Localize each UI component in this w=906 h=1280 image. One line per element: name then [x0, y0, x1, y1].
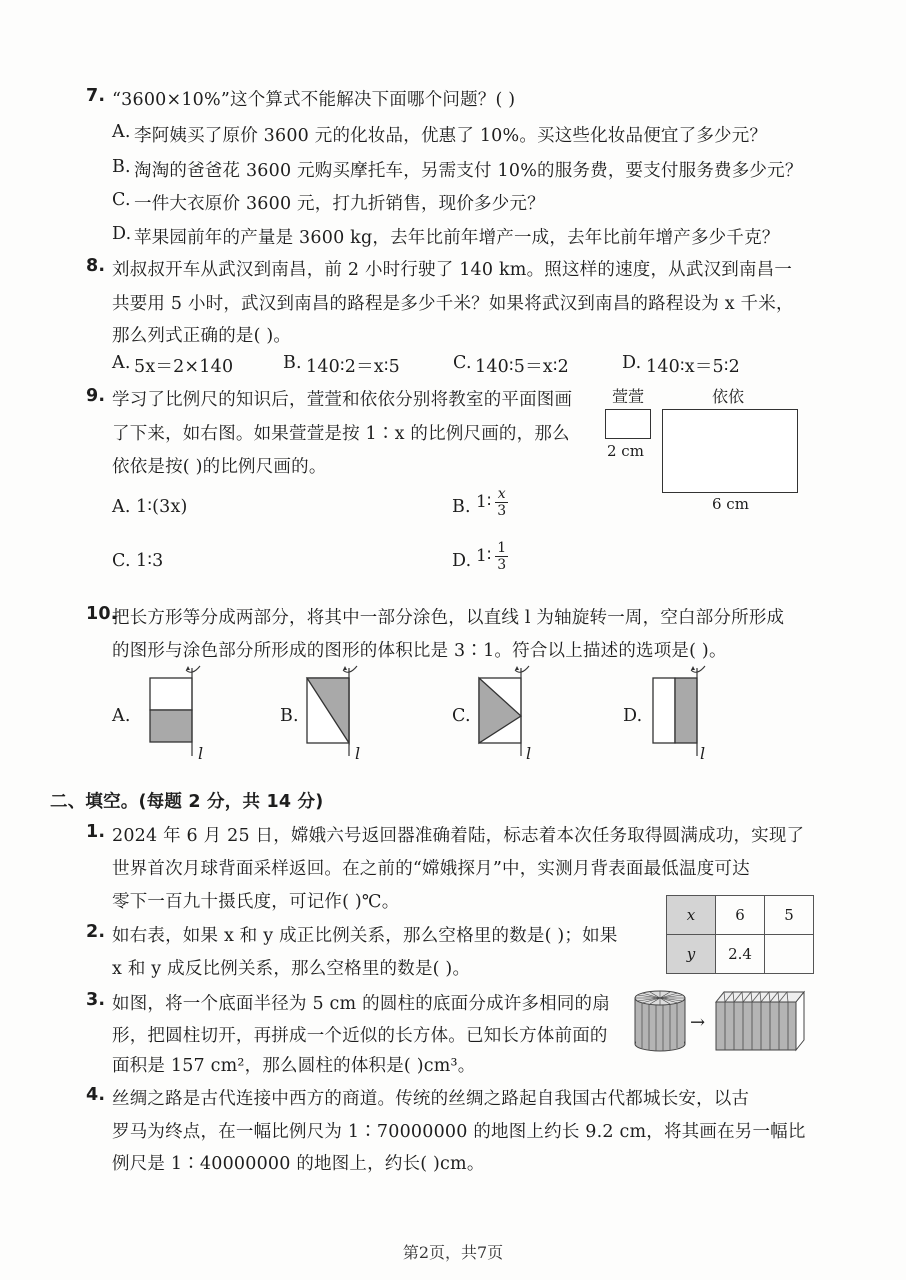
option-text: 1∶3 — [136, 551, 164, 571]
axis-label-l: l — [198, 744, 204, 763]
question-line: 把长方形等分成两部分，将其中一部分涂色，以直线 l 为轴旋转一周，空白部分所形成 — [112, 608, 785, 628]
table-cell: 2.4 — [716, 935, 765, 974]
option-label: D. — [112, 224, 132, 244]
question-line: 共要用 5 小时，武汉到南昌的路程是多少千米？如果将武汉到南昌的路程设为 x 千米， — [112, 294, 794, 314]
option-label: D. — [623, 706, 643, 726]
fraction-denominator: 3 — [497, 503, 507, 519]
rotation-figure-d — [646, 660, 716, 770]
option-text: 1∶(3x) — [136, 497, 188, 517]
question-number: 9. — [86, 386, 106, 406]
option-label: B. — [452, 497, 471, 517]
large-rectangle-width: 6 cm — [712, 495, 749, 513]
option-label: B. — [283, 353, 302, 373]
table-row — [667, 896, 814, 935]
question-number: 2. — [86, 922, 106, 942]
rotation-figure-c — [472, 660, 542, 770]
large-rectangle — [662, 409, 798, 493]
question-number: 7. — [86, 86, 106, 106]
option-label: C. — [452, 706, 471, 726]
question-line: 零下一百九十摄氏度，可记作( )℃。 — [112, 892, 400, 912]
table-cell: 6 — [716, 896, 765, 935]
question-line: x 和 y 成反比例关系，那么空格里的数是( )。 — [112, 959, 471, 979]
table-row — [667, 935, 814, 974]
question-line: 那么列式正确的是( )。 — [112, 326, 292, 346]
question-line: 了下来，如右图。如果萱萱是按 1∶x 的比例尺画的，那么 — [112, 424, 570, 444]
question-line: 依依是按( )的比例尺画的。 — [112, 457, 327, 477]
small-rectangle — [605, 409, 651, 439]
question-line: 学习了比例尺的知识后，萱萱和依依分别将教室的平面图画 — [112, 390, 573, 410]
option-label: A. — [112, 353, 131, 373]
axis-label-l: l — [700, 744, 706, 763]
approximate-cuboid-icon — [714, 988, 806, 1054]
table-header-cell: x — [667, 896, 716, 935]
axis-label-l: l — [526, 744, 532, 763]
option-text: 苹果园前年的产量是 3600 kg，去年比前年增产一成，去年比前年增产多少千克？ — [134, 228, 780, 248]
proportion-table — [666, 895, 814, 974]
small-rectangle-width: 2 cm — [607, 442, 644, 460]
question-line: 丝绸之路是古代连接中西方的商道。传统的丝绸之路起自我国古代都城长安，以古 — [112, 1089, 750, 1109]
figure-label-xuanxuan: 萱萱 — [612, 387, 645, 406]
question-number: 4. — [86, 1085, 106, 1105]
option-label: A. — [112, 706, 131, 726]
question-number: 3. — [86, 990, 106, 1010]
option-text: 140∶2＝x∶5 — [306, 357, 400, 377]
option-label: D. — [452, 551, 472, 571]
table-cell — [765, 935, 814, 974]
fraction-numerator: x — [495, 486, 508, 503]
arrow-right-icon: → — [690, 1012, 706, 1033]
option-label: C. — [453, 353, 472, 373]
question-line: 的图形与涂色部分所形成的图形的体积比是 3∶1。符合以上描述的选项是( )。 — [112, 641, 727, 661]
question-line: 2024 年 6 月 25 日，嫦娥六号返回器准确着陆，标志着本次任务取得圆满成功，实现了 — [112, 826, 805, 846]
option-label: D. — [622, 353, 642, 373]
fraction-numerator: 1 — [497, 540, 507, 556]
option-text: 5x＝2×140 — [134, 357, 234, 377]
axis-label-l: l — [355, 744, 361, 763]
cylinder-sectors-icon — [632, 988, 692, 1054]
option-label: A. — [112, 122, 131, 142]
table-header-cell: y — [667, 935, 716, 974]
question-line: 世界首次月球背面采样返回。在之前的“嫦娥探月”中，实测月背表面最低温度可达 — [112, 859, 750, 879]
option-text: 淘淘的爸爸花 3600 元购买摩托车，另需支付 10%的服务费，要支付服务费多少元？ — [134, 161, 803, 181]
section-title: 二、填空。(每题 2 分，共 14 分) — [50, 792, 324, 812]
table-cell: 5 — [765, 896, 814, 935]
option-label: A. — [112, 497, 131, 517]
option-text: 一件大衣原价 3600 元，打九折销售，现价多少元？ — [134, 194, 545, 214]
question-line: 如右表，如果 x 和 y 成正比例关系，那么空格里的数是( )；如果 — [112, 926, 618, 946]
option-label: B. — [280, 706, 299, 726]
question-number: 10. — [86, 604, 118, 624]
question-number: 8. — [86, 256, 106, 276]
option-text: 李阿姨买了原价 3600 元的化妆品，优惠了 10%。买这些化妆品便宜了多少元？ — [134, 126, 768, 146]
question-number: 1. — [86, 822, 106, 842]
option-label: C. — [112, 551, 131, 571]
option-text: 1∶ $\frac{1}{3}$ — [476, 540, 507, 573]
page-footer: 第2页，共7页 — [402, 1243, 504, 1262]
question-line: 形，把圆柱切开，再拼成一个近似的长方体。已知长方体前面的 — [112, 1026, 608, 1046]
option-text: 1∶ $\frac{x}{3}$ — [476, 486, 507, 519]
option-text: 140∶5＝x∶2 — [475, 357, 569, 377]
question-line: 刘叔叔开车从武汉到南昌，前 2 小时行驶了 140 km。照这样的速度，从武汉到南昌一 — [112, 260, 793, 280]
option-label: B. — [112, 157, 131, 177]
question-line: 罗马为终点，在一幅比例尺为 1∶70000000 的地图上约长 9.2 cm，将其画在另一幅比 — [112, 1122, 806, 1142]
fraction-denominator: 3 — [497, 557, 507, 573]
question-line: 例尺是 1∶40000000 的地图上，约长( )cm。 — [112, 1154, 485, 1174]
option-text: 140∶x＝5∶2 — [646, 357, 740, 377]
question-line: 面积是 157 cm²，那么圆柱的体积是( )cm³。 — [112, 1056, 476, 1076]
question-line: 如图，将一个底面半径为 5 cm 的圆柱的底面分成许多相同的扇 — [112, 994, 610, 1014]
figure-label-yiyi: 依依 — [712, 387, 745, 406]
question-stem: “3600×10%”这个算式不能解决下面哪个问题？( ) — [112, 90, 516, 110]
option-label: C. — [112, 190, 131, 210]
